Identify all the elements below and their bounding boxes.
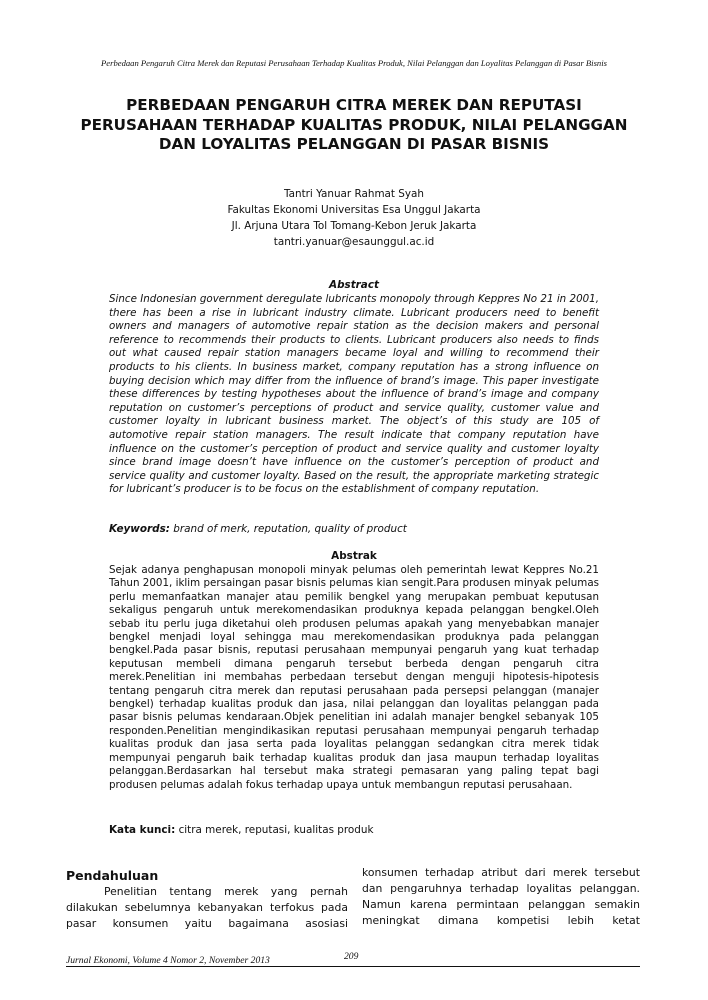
abstract-id-heading: Abstrak: [331, 550, 377, 562]
body-text-left: Penelitian tentang merek yang pernah dilakukan sebelumnya kebanyakan terfokus pada pasar konsumen yaitu bagaimana asosiasi: [66, 885, 348, 930]
abstract-en-text: Since Indonesian government deregulate lubricants monopoly through Keppres No 21 in 2001, there has been a rise in lubricant industry climate. Lubricant producers need to benefit owners and managers of automotive repair station as the decision makers and personal reference to recommends their products to clients. Lubricant producers also needs to finds out what caused repair station managers became loyal and willing to recommend their products to his clients. In business market, company reputation has a strong influence on buying decision which may differ from the influence of brand’s image. This paper investigate these differences by testing hypotheses about the influence of brand’s image and company reputation on customer’s perceptions of product and service quality, customer value and customer loyalty in lubricant business market. The object’s of this study are 105 of automotive repair station managers. The result indicate that company reputation have influence on the customer’s perception of product and service quality and customer loyalty since brand image doesn’t have influence on the customer’s perception of product and service quality and customer loyalty. Based on the result, the appropriate marketing strategic for lubricant’s producer is to be focus on the establishment of company reputation.: [109, 293, 599, 496]
section-heading: Pendahuluan: [66, 868, 159, 883]
footer-journal: Jurnal Ekonomi, Volume 4 Nomor 2, November 2013: [66, 955, 270, 966]
author-block: [150, 186, 558, 250]
body-column-right: [362, 865, 640, 929]
footer-rule: [66, 966, 640, 967]
keywords-id: [109, 823, 599, 837]
author-address: Jl. Arjuna Utara Tol Tomang-Kebon Jeruk Jakarta: [231, 220, 477, 232]
keywords-en: [109, 522, 599, 536]
keywords-en-values: brand of merk, reputation, quality of product: [173, 523, 407, 535]
abstract-en-heading: Abstract: [329, 279, 379, 291]
keywords-id-values: citra merek, reputasi, kualitas produk: [178, 824, 374, 836]
keywords-id-label: Kata kunci:: [109, 824, 176, 836]
page-number: 209: [344, 951, 359, 962]
author-affiliation: Fakultas Ekonomi Universitas Esa Unggul Jakarta: [227, 204, 481, 216]
author-name: Tantri Yanuar Rahmat Syah: [283, 188, 425, 200]
author-email: tantri.yanuar@esaunggul.ac.id: [273, 236, 435, 248]
keywords-en-label: Keywords:: [109, 523, 170, 535]
running-head: Perbedaan Pengaruh Citra Merek dan Reputasi Perusahaan Terhadap Kualitas Produk, Nilai Pelanggan dan Loyalitas Pelanggan di Pasar Bisnis: [101, 58, 607, 68]
paper-title: PERBEDAAN PENGARUH CITRA MEREK DAN REPUTASI PERUSAHAAN TERHADAP KUALITAS PRODUK, NILAI PELANGGAN DAN LOYALITAS PELANGGAN DI PASAR BISNIS: [80, 96, 628, 153]
body-text-right: konsumen terhadap atribut dari merek tersebut dan pengaruhnya terhadap loyalitas pelanggan. Namun karena permintaan pelanggan semakin meningkat dimana kompetisi lebih ketat: [362, 866, 640, 927]
body-column-left: [66, 868, 348, 932]
abstract-id-text: Sejak adanya penghapusan monopoli minyak pelumas oleh pemerintah lewat Keppres No.21 Tahun 2001, iklim persaingan pasar bisnis pelumas kian sengit.Para produsen minyak pelumas perlu memanfaatkan manajer atau pemilik bengkel yang merupakan pembuat keputusan sekaligus pengaruh untuk merekomendasikan produknya kepada pelanggan bengkel.Oleh sebab itu perlu juga diketahui oleh produsen pelumas apakah yang menyebabkan manajer bengkel menjadi loyal sehingga mau merekomendasikan produknya pada pelanggan bengkel.Pada pasar bisnis, reputasi perusahaan mempunyai pengaruh yang kuat terhadap keputusan membeli dimana pengaruh tersebut berbeda dengan pengaruh citra merek.Penelitian ini membahas perbedaan tersebut dengan menguji hipotesis-hipotesis tentang pengaruh citra merek dan reputasi perusahaan pada persepsi pelanggan (manajer bengkel) terhadap kualitas produk dan jasa, nilai pelanggan dan loyalitas pelanggan pada pasar bisnis pelumas kendaraan.Objek penelitian ini adalah manajer bengkel sebanyak 105 responden.Penelitian mengindikasikan reputasi perusahaan mempunyai pengaruh terhadap kualitas produk dan jasa serta pada loyalitas pelanggan sedangkan citra merek tidak mempunyai pengaruh baik terhadap kualitas produk dan jasa maupun terhadap loyalitas pelanggan.Berdasarkan hal tersebut maka strategi pemasaran yang paling tepat bagi produsen pelumas adalah fokus terhadap upaya untuk membangun reputasi perusahaan.: [109, 564, 599, 791]
